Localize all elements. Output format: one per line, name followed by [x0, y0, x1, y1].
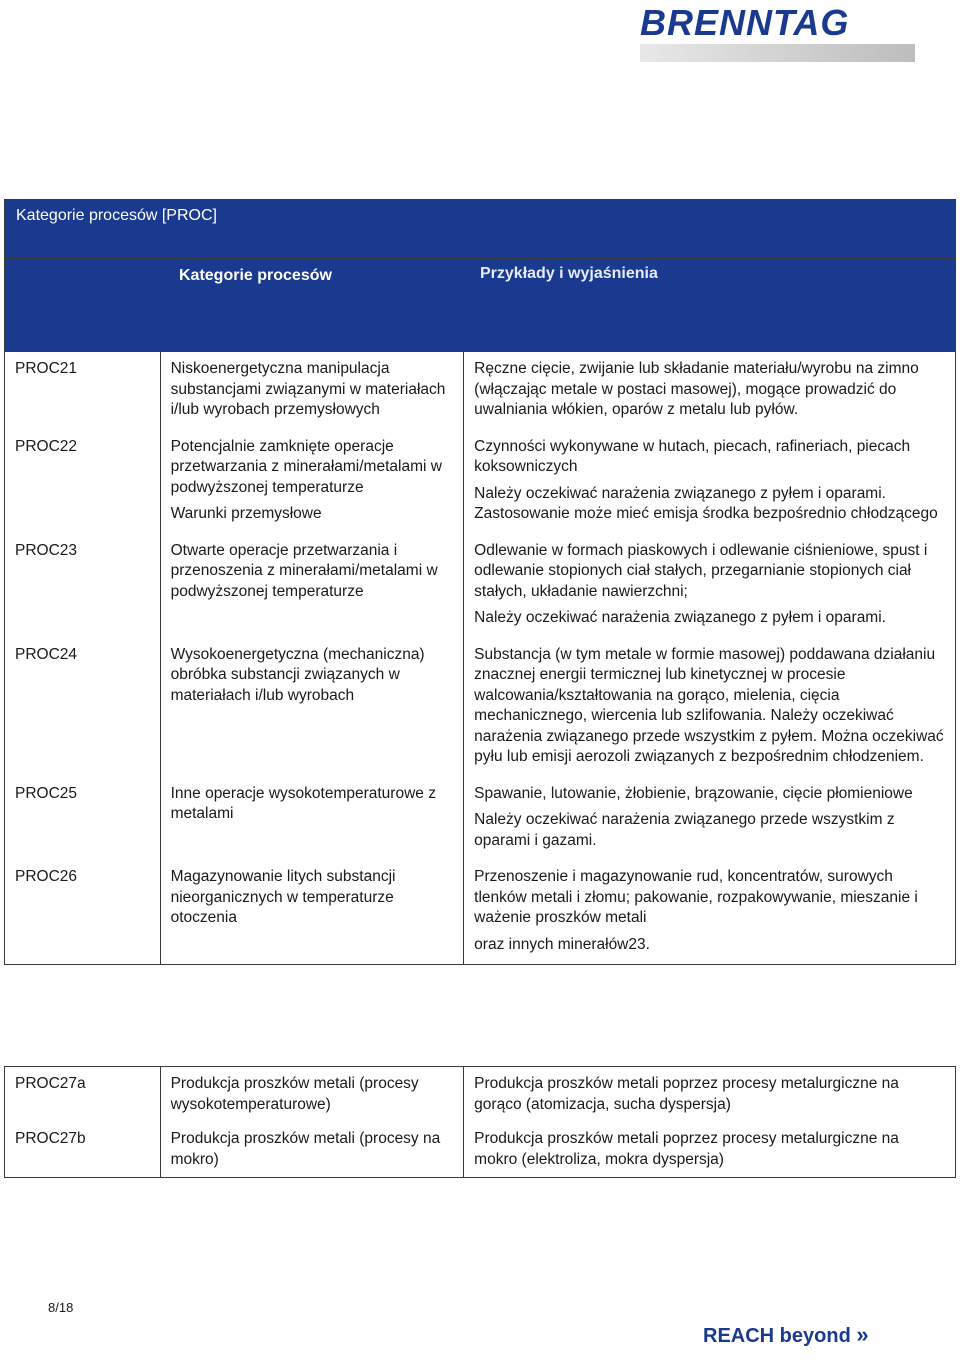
paragraph: Potencjalnie zamknięte operacje przetwarzania z minerałami/metalami w podwyższonej temperaturze — [170, 437, 442, 496]
paragraph: Niskoenergetyczna manipulacja substancjami związanymi w materiałach i/lub wyrobach przemysłowych — [170, 360, 446, 418]
proc-code: PROC22 — [5, 430, 161, 534]
proc-examples — [464, 352, 956, 430]
proc-category: Produkcja proszków metali (procesy wysokotemperaturowe) — [160, 1067, 464, 1123]
paragraph: Substancja (w tym metale w formie masowej) poddawana działaniu znacznej energii termicznej lub kinetycznej w procesie walcowania/kształtowania na gorąco, mielenia, cięcia mechanicznego, wiercenia lub szlifowania. Należy oczekiwać narażenia związanego przede wszystkim z pyłem. Można oczekiwać pyłu lub emisji aerozoli związanych z bezpośrednim chłodzeniem. — [474, 645, 944, 765]
table-row — [5, 352, 956, 430]
section-title: Kategorie procesów [PROC] — [16, 207, 217, 224]
chevron-right-icon: » — [856, 1322, 869, 1347]
table-row — [5, 1122, 956, 1178]
table-row — [5, 534, 956, 638]
proc-category: Produkcja proszków metali (procesy na mokro) — [160, 1122, 464, 1178]
reach-logo-text: REACH beyond — [703, 1325, 851, 1347]
proc-table — [4, 352, 956, 965]
table-row — [5, 430, 956, 534]
paragraph: Należy oczekiwać narażenia związanego z pyłem i oparami. Zastosowanie może mieć emisja środka bezpośrednio chłodzącego — [474, 484, 938, 522]
proc-examples — [464, 777, 956, 861]
column-header-categories: Kategorie procesów — [179, 267, 332, 284]
paragraph: Przenoszenie i magazynowanie rud, koncentratów, surowych tlenków metali i złomu; pakowanie, rozpakowywanie, mieszanie i ważenie proszków metali — [474, 868, 918, 926]
proc-code: PROC26 — [5, 860, 161, 965]
proc-code: PROC21 — [5, 352, 161, 430]
section-header — [4, 199, 956, 259]
paragraph: Wysokoenergetyczna (mechaniczna) obróbka substancji związanych w materiałach i/lub wyrobach — [170, 645, 425, 704]
paragraph: Warunki przemysłowe — [170, 505, 322, 522]
paragraph: Magazynowanie litych substancji nieorganicznych w temperaturze otoczenia — [170, 868, 396, 926]
paragraph: Otwarte operacje przetwarzania i przenoszenia z minerałami/metalami w podwyższonej temperaturze — [170, 541, 438, 600]
logo-underline-bar — [640, 44, 915, 62]
table-row — [5, 1067, 956, 1123]
paragraph: Czynności wykonywane w hutach, piecach, rafineriach, piecach koksowniczych — [474, 437, 911, 475]
proc-code: PROC25 — [5, 777, 161, 861]
proc-examples — [464, 430, 956, 534]
paragraph: Inne operacje wysokotemperaturowe z metalami — [170, 784, 436, 822]
page-number: 8/18 — [48, 1300, 74, 1315]
proc-examples — [464, 638, 956, 777]
paragraph: Spawanie, lutowanie, żłobienie, brązowanie, cięcie płomieniowe — [474, 784, 913, 802]
proc-examples — [464, 860, 956, 965]
proc-category — [160, 638, 464, 777]
column-header-examples: Przykłady i wyjaśnienia — [480, 265, 658, 282]
table-row — [5, 777, 956, 861]
proc-examples: Produkcja proszków metali poprzez procesy metalurgiczne na gorąco (atomizacja, sucha dyspersja) — [464, 1067, 956, 1123]
paragraph: Ręczne cięcie, zwijanie lub składanie materiału/wyrobu na zimno (włączając metale w postaci masowej), mogące prowadzić do uwalniania włókien, oparów z metalu lub pyłów. — [474, 360, 919, 418]
proc-category — [160, 352, 464, 430]
proc-category — [160, 860, 464, 965]
proc-category — [160, 430, 464, 534]
paragraph: oraz innych minerałów23. — [474, 935, 650, 953]
table-row — [5, 860, 956, 965]
proc-category — [160, 534, 464, 638]
proc-category — [160, 777, 464, 861]
column-header — [4, 259, 956, 352]
proc-code: PROC27a — [5, 1067, 161, 1123]
proc-examples: Produkcja proszków metali poprzez procesy metalurgiczne na mokro (elektroliza, mokra dyspersja) — [464, 1122, 956, 1178]
proc-code: PROC23 — [5, 534, 161, 638]
table-row — [5, 638, 956, 777]
proc-examples — [464, 534, 956, 638]
proc27-table — [4, 1066, 956, 1178]
paragraph: Odlewanie w formach piaskowych i odlewanie ciśnieniowe, spust i odlewanie stopionych ciał stałych, przegarnianie stopionych ciał stałych, układanie nawierzchni; — [474, 541, 928, 600]
proc-code: PROC27b — [5, 1122, 161, 1178]
paragraph: Należy oczekiwać narażenia związanego przede wszystkim z oparami i gazami. — [474, 811, 895, 849]
proc-code: PROC24 — [5, 638, 161, 777]
reach-beyond-logo — [703, 1322, 869, 1348]
brenntag-logo: BRENNTAG — [640, 2, 850, 43]
paragraph: Należy oczekiwać narażenia związanego z pyłem i oparami. — [474, 609, 886, 626]
